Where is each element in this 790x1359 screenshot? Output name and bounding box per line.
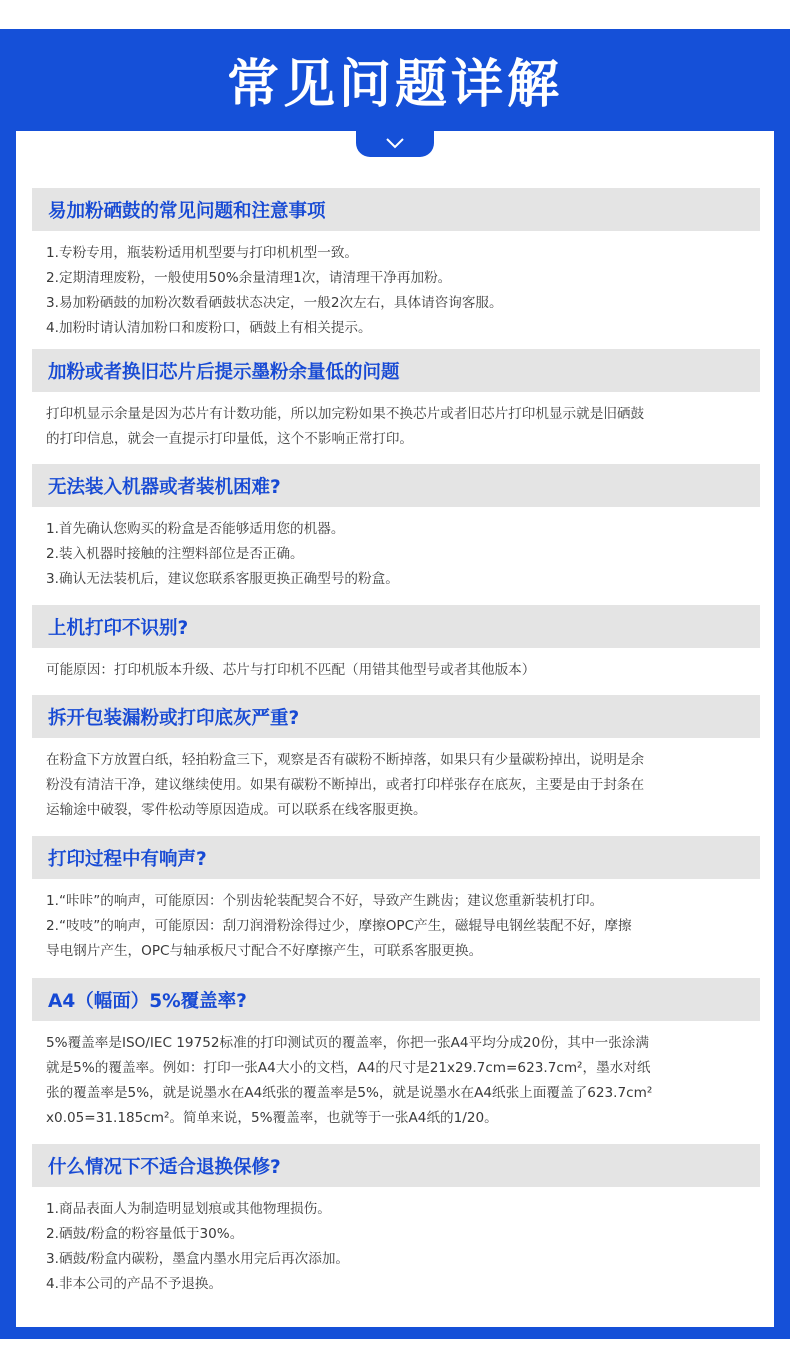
section-body [32,241,760,341]
text-line: 可能原因：打印机版本升级、芯片与打印机不匹配（用错其他型号或者其他版本） [46,662,536,678]
section-install [32,464,760,592]
section-title: 什么情况下不适合退换保修? [48,1156,281,1178]
section-title: 加粉或者换旧芯片后提示墨粉余量低的问题 [48,361,400,383]
section-not-recognized [32,605,760,683]
section-body [32,1031,760,1131]
text-line: 2.“吱吱”的响声，可能原因：刮刀润滑粉涂得过少，摩擦OPC产生，磁辊导电钢丝装配不好，摩擦 [46,918,632,934]
section-body [32,402,760,452]
section-header [32,978,760,1021]
section-title: A4（幅面）5%覆盖率? [48,990,247,1012]
section-noise [32,836,760,964]
section-title: 易加粉硒鼓的常见问题和注意事项 [48,200,326,222]
text-line: 1.专粉专用，瓶装粉适用机型要与打印机机型一致。 [46,245,359,261]
section-header [32,188,760,231]
text-line: 张的覆盖率是5%，就是说墨水在A4纸张的覆盖率是5%，就是说墨水在A4纸张上面覆盖了623.7cm² [46,1085,653,1101]
section-low-toner [32,349,760,452]
section-toner-notes [32,188,760,341]
text-line: 2.硒鼓/粉盒的粉容量低于30%。 [46,1226,244,1242]
text-line: 3.确认无法装机后，建议您联系客服更换正确型号的粉盒。 [46,571,399,587]
section-body [32,658,760,683]
section-body [32,1197,760,1297]
section-header [32,605,760,648]
section-return-policy [32,1144,760,1297]
section-header [32,349,760,392]
text-line: 3.易加粉硒鼓的加粉次数看硒鼓状态决定，一般2次左右，具体请咨询客服。 [46,295,503,311]
text-line: 2.定期清理废粉，一般使用50%余量清理1次，请清理干净再加粉。 [46,270,452,286]
text-line: 1.“咔咔”的响声，可能原因：个别齿轮装配契合不好，导致产生跳齿；建议您重新装机打印。 [46,893,604,909]
text-line: 粉没有清洁干净，建议继续使用。如果有碳粉不断掉出，或者打印样张存在底灰，主要是由于封条在 [46,777,645,793]
section-header [32,695,760,738]
page-title: 常见问题详解 [226,55,563,115]
chevron-down-icon [385,136,405,150]
section-title: 打印过程中有响声? [48,848,207,870]
text-line: 运输途中破裂，零件松动等原因造成。可以联系在线客服更换。 [46,802,427,818]
text-line: 的打印信息，就会一直提示打印量低，这个不影响正常打印。 [46,431,414,447]
text-line: x0.05=31.185cm²。简单来说，5%覆盖率，也就等于一张A4纸的1/20。 [46,1110,498,1126]
text-line: 5%覆盖率是ISO/IEC 19752标准的打印测试页的覆盖率，你把一张A4平均分成20份，其中一张涂满 [46,1035,649,1051]
section-body [32,517,760,592]
section-header [32,464,760,507]
text-line: 在粉盒下方放置白纸，轻拍粉盒三下，观察是否有碳粉不断掉落，如果只有少量碳粉掉出，说明是余 [46,752,645,768]
section-body [32,748,760,823]
section-title: 拆开包装漏粉或打印底灰严重? [48,707,300,729]
section-header [32,836,760,879]
text-line: 就是5%的覆盖率。例如：打印一张A4大小的文档，A4的尺寸是21x29.7cm=623.7cm²，墨水对纸 [46,1060,651,1076]
text-line: 导电钢片产生，OPC与轴承板尺寸配合不好摩擦产生，可联系客服更换。 [46,943,483,959]
text-line: 4.非本公司的产品不予退换。 [46,1276,223,1292]
section-title: 无法装入机器或者装机困难? [48,476,281,498]
section-body [32,889,760,964]
section-leak [32,695,760,823]
text-line: 1.商品表面人为制造明显划痕或其他物理损伤。 [46,1201,331,1217]
section-coverage [32,978,760,1131]
text-line: 1.首先确认您购买的粉盒是否能够适用您的机器。 [46,521,345,537]
section-title: 上机打印不识别? [48,617,189,639]
text-line: 3.硒鼓/粉盒内碳粉，墨盒内墨水用完后再次添加。 [46,1251,350,1267]
section-header [32,1144,760,1187]
text-line: 4.加粉时请认清加粉口和废粉口，硒鼓上有相关提示。 [46,320,372,336]
text-line: 2.装入机器时接触的注塑料部位是否正确。 [46,546,304,562]
text-line: 打印机显示余量是因为芯片有计数功能，所以加完粉如果不换芯片或者旧芯片打印机显示就是旧硒鼓 [46,406,645,422]
